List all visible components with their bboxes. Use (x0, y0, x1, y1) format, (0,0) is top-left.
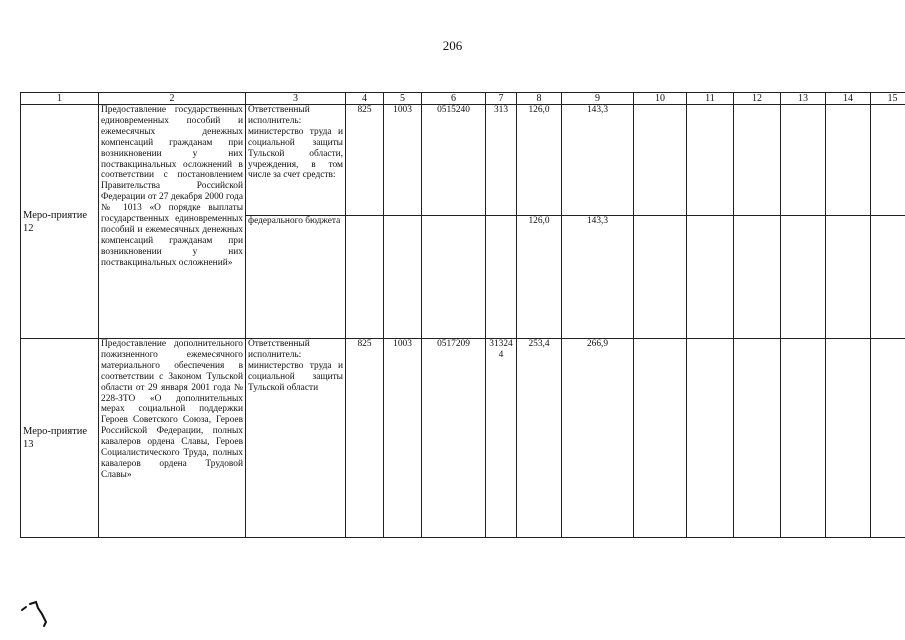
header-cell: 2 (99, 93, 246, 105)
section-code (384, 216, 422, 339)
empty-cell (687, 216, 734, 339)
header-cell: 5 (384, 93, 422, 105)
amount-cell: 126,0 (517, 216, 562, 339)
table-header-row (21, 93, 905, 105)
executor-cell: федерального бюджета (246, 216, 346, 339)
header-cell: 15 (871, 93, 905, 105)
event-description: Предоставление государственных единовременных пособий и ежемесячных денежных компенсаций гражданам при возникновении у них поствакцинальных осложнений в соответствии с постановлением Правительства Российской Федерации от 27 декабря 2000 года № 1013 «О порядке выплаты государственных единовременных пособий и ежемесячных денежных компенсаций гражданам при возникновении у них поствакцинальных осложнений» (99, 105, 246, 339)
header-cell: 10 (634, 93, 687, 105)
empty-cell (871, 339, 905, 538)
expense-type-code: 313 (486, 105, 517, 216)
amount-cell: 126,0 (517, 105, 562, 216)
header-cell: 14 (826, 93, 871, 105)
executor-cell: Ответственный исполнитель: министерство труда и социальной защиты Тульской области (246, 339, 346, 538)
amount-cell: 143,3 (562, 216, 634, 339)
expense-type-code (486, 216, 517, 339)
event-label: Меро-приятие 12 (21, 105, 99, 339)
event-description: Предоставление дополнительного пожизненного ежемесячного материального обеспечения в соответствии с Законом Тульской области от 29 января 2001 года № 228-ЗТО «О дополнительных мерах социальной поддержки Героев Советского Союза, Героев Российской Федерации, полных кавалеров ордена Славы, Героев Социалистического Труда, полных кавалеров ордена Трудовой Славы» (99, 339, 246, 538)
empty-cell (826, 216, 871, 339)
empty-cell (687, 105, 734, 216)
header-cell: 11 (687, 93, 734, 105)
empty-cell (734, 339, 781, 538)
header-cell: 6 (422, 93, 486, 105)
header-cell: 9 (562, 93, 634, 105)
empty-cell (734, 105, 781, 216)
event-label: Меро-приятие 13 (21, 339, 99, 538)
section-code: 1003 (384, 339, 422, 538)
target-article-code (422, 216, 486, 339)
header-cell: 4 (346, 93, 384, 105)
empty-cell (871, 105, 905, 216)
header-cell: 7 (486, 93, 517, 105)
section-code: 1003 (384, 105, 422, 216)
empty-cell (634, 216, 687, 339)
header-cell: 12 (734, 93, 781, 105)
empty-cell (687, 339, 734, 538)
empty-cell (634, 339, 687, 538)
amount-cell: 143,3 (562, 105, 634, 216)
handwritten-mark-icon (16, 596, 52, 630)
executor-cell: Ответственный исполнитель: министерство труда и социальной защиты Тульской области, учреждения, в том числе за счет средств: (246, 105, 346, 216)
grbs-code: 825 (346, 339, 384, 538)
header-cell: 8 (517, 93, 562, 105)
empty-cell (781, 105, 826, 216)
header-cell: 3 (246, 93, 346, 105)
header-cell: 1 (21, 93, 99, 105)
target-article-code: 0517209 (422, 339, 486, 538)
expense-type-code: 313244 (486, 339, 517, 538)
budget-table (20, 92, 905, 538)
amount-cell: 266,9 (562, 339, 634, 538)
target-article-code: 0515240 (422, 105, 486, 216)
empty-cell (826, 105, 871, 216)
grbs-code (346, 216, 384, 339)
empty-cell (781, 339, 826, 538)
empty-cell (634, 105, 687, 216)
grbs-code: 825 (346, 105, 384, 216)
page-number: 206 (442, 38, 463, 53)
table-row (21, 105, 905, 216)
amount-cell: 253,4 (517, 339, 562, 538)
header-cell: 13 (781, 93, 826, 105)
empty-cell (734, 216, 781, 339)
empty-cell (871, 216, 905, 339)
empty-cell (826, 339, 871, 538)
table-row (21, 339, 905, 538)
empty-cell (781, 216, 826, 339)
